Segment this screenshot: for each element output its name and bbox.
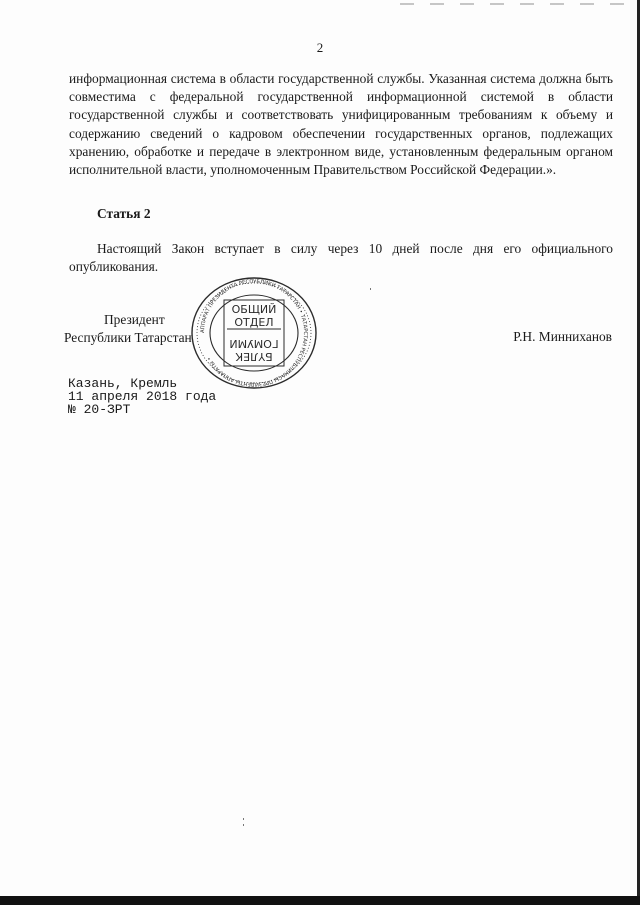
seal-center-line1: ОБЩИЙ — [231, 303, 277, 316]
law-paragraph-effective-date: Настоящий Закон вступает в силу через 10 дней после дня его официального опубликования. — [69, 241, 613, 275]
place-date-number-block — [68, 377, 216, 416]
signer-title-line2: Республики Татарстан — [64, 330, 192, 345]
signer-name: Р.Н. Минниханов — [513, 329, 612, 344]
seal-ring-text: АППАРАТ ПРЕЗИДЕНТА РЕСПУБЛИКИ ТАТАРСТАН • ТАТАРСТАН РЕСПУБЛИКАСЫ ПРЕЗИДЕНТЫ АППАРАТЫ • — [199, 278, 309, 388]
article-heading: Статья 2 — [97, 206, 151, 221]
scan-border-bottom — [0, 896, 640, 905]
seal-center-line2: ОТДЕЛ — [234, 316, 274, 329]
date-line: 11 апреля 2018 года — [68, 389, 217, 404]
scan-speck — [370, 288, 371, 290]
page-number: 2 — [316, 40, 324, 55]
seal-center-line4: БҮЛЕК — [235, 350, 273, 363]
official-seal-stamp — [189, 276, 319, 391]
seal-center-line3: ГОМУМИ — [229, 337, 279, 350]
scan-speck — [243, 824, 244, 826]
law-paragraph-continued: информационная система в области государственной службы. Указанная система должна быть совместима с федеральной государственной информационной системой в области государственной службы и соответствовать унифицированным требованиям к объему и содержанию сведений о кадровом обеспечении государственных органов, подлежащих хранению, обработке и передаче в электронном виде, установленным федеральным органом исполнительной власти, уполномоченным Правительством Российской Федерации.». — [69, 71, 613, 178]
law-number-line: № 20-ЗРТ — [68, 402, 131, 417]
scan-artifact-top — [400, 3, 630, 5]
scan-speck — [243, 818, 244, 820]
signer-title-line1: Президент — [104, 312, 165, 327]
seal-mirrored-text — [229, 337, 278, 363]
place-line: Казань, Кремль — [68, 376, 178, 391]
